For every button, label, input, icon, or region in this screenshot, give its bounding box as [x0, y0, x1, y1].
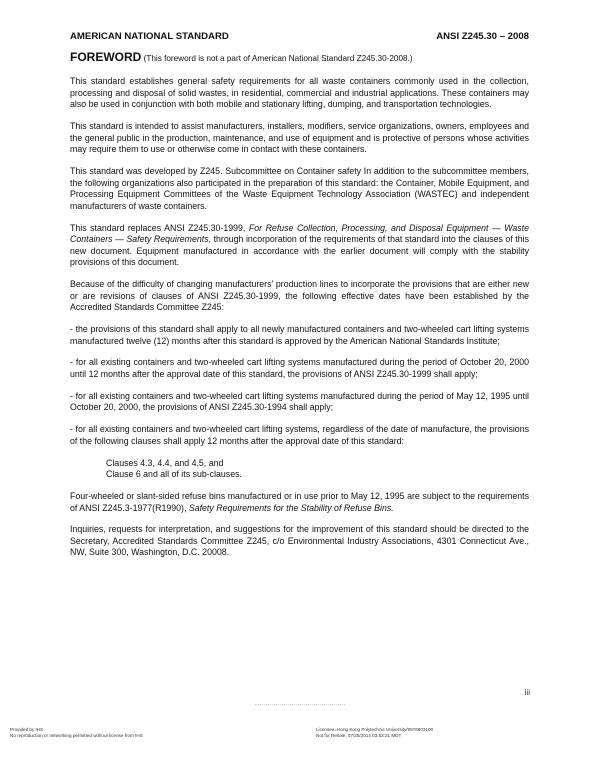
page-number: iii: [524, 688, 530, 697]
footer-license-line: No reproduction or networking permitted without license from IHS: [10, 733, 143, 738]
replaces-text-c: through incorporation of the requirements of that standard into the clauses of this new document. Equipment manufactured in accordance with the earlier document will comply with the stability provisions of this document.: [70, 234, 529, 268]
foreword-note: (This foreword is not a part of American National Standard Z245.30-2008.): [141, 54, 413, 63]
paragraph-refuse-bins: [70, 491, 529, 514]
paragraph-purpose: This standard is intended to assist manufacturers, installers, modifiers, service organizations, owners, employees and the general public in the production, maintenance, and use of equipment and is protective of persons whose activities may require them to use or otherwise come in contact with these containers.: [70, 120, 529, 155]
clause-item: Clause 6 and all of its sub-clauses.: [106, 469, 242, 480]
footer-licensee: [316, 727, 433, 739]
refuse-bins-title: Safety Requirements for the Stability of Refuse Bins.: [188, 502, 394, 513]
list-item-1995-containers: - for all existing containers and two-wheeled cart lifting systems manufactured during the period of May 12, 1995 until October 20, 2000, the provisions of ANSI Z245.30-1994 shall apply;: [70, 390, 529, 413]
replaces-text-a: This standard replaces ANSI Z245.30-1999,: [70, 222, 249, 233]
page-header: [70, 30, 529, 44]
footer-divider: [255, 704, 345, 707]
header-standard-number: ANSI Z245.30 – 2008: [436, 31, 529, 42]
replaces-title: For Refuse Collection, Processing, and Disposal Equipment — Waste Containers — Safety Requirements,: [70, 222, 529, 245]
footer-licensee-line: Licensee=Hong Kong Polytechnic University/9976803100: [316, 727, 434, 732]
paragraph-inquiries: Inquiries, requests for interpretation, and suggestions for the improvement of this standard should be directed to the Secretary, Accredited Standards Committee Z245, c/o Environmental Industry Associations, 4301 Connecticut Ave., NW, Suite 300, Washington, D.C. 20008.: [70, 524, 529, 558]
paragraph-development: This standard was developed by Z245. Subcommittee on Container safety In addition to the subcommittee members, the following organizations also participated in the preparation of this standard: the Container, Mobile Equipment, and Processing Equipment Committees of the Waste Equipment Technology Association (WASTEC) and independent manufacturers of waste containers.: [70, 165, 529, 211]
footer-resale-line: Not for Resale, 07/25/2014 03:53:31 MDT: [316, 733, 402, 738]
header-standard-name: AMERICAN NATIONAL STANDARD: [70, 31, 229, 42]
clause-list: [106, 458, 529, 481]
document-body: [70, 50, 529, 569]
foreword-title: FOREWORD: [70, 50, 142, 64]
clause-item: Clauses 4.3, 4.4, and 4.5, and: [106, 457, 224, 468]
list-item-all-containers: - for all existing containers and two-wheeled cart lifting systems, regardless of the date of manufacture, the provisions of the following clauses shall apply 12 months after the approval date of this standard:: [70, 424, 529, 446]
footer-provider: [10, 727, 143, 739]
foreword-heading: [70, 50, 529, 66]
paragraph-replaces: [70, 223, 529, 269]
list-item-new-containers: - the provisions of this standard shall apply to all newly manufactured containers and two-wheeled cart lifting systems manufactured twelve (12) months after this standard is approved by the American National Standards Institute;: [70, 324, 529, 346]
refuse-bins-text: Four-wheeled or slant-sided refuse bins manufactured or in use prior to May 12, 1995 are subject to the requirements of ANSI Z245.3-1977(R1990),: [70, 490, 529, 513]
paragraph-effective-dates: Because of the difficulty of changing manufacturers’ production lines to incorporate the provisions that are either new or are revisions of clauses of ANSI Z245.30-1999, the following effective dates have been established by the Accredited Standards Committee Z245:: [70, 279, 529, 313]
footer-provider-line: Provided by IHS: [10, 727, 44, 732]
paragraph-scope: This standard establishes general safety requirements for all waste containers commonly used in the collection, processing and disposal of solid wastes, in residential, commercial and industrial applications. These containers may also be used in conjunction with both mobile and stationary lifting, dumping, and transportation technologies.: [70, 76, 529, 110]
list-item-2000-containers: - for all existing containers and two-wheeled cart lifting systems manufactured during the period of October 20, 2000 until 12 months after the approval date of this standard, the provisions of ANSI Z245.30-1999 shall apply;: [70, 357, 529, 379]
